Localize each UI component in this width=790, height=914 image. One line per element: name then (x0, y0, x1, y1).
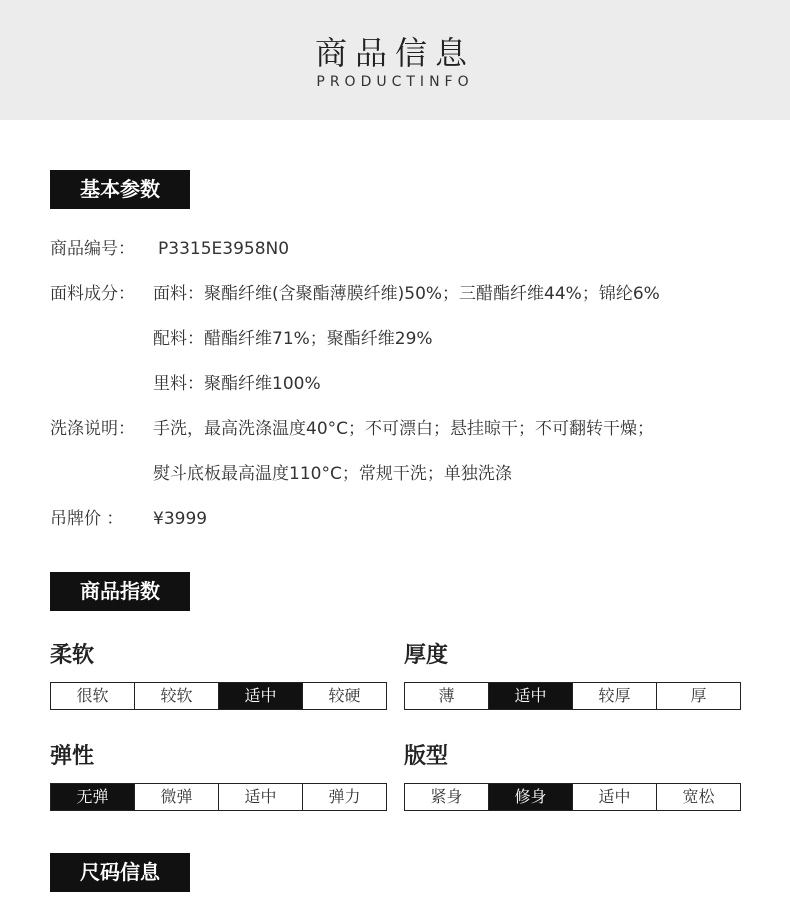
softness-option: 较硬 (302, 683, 386, 709)
softness-scale (50, 682, 387, 710)
fit-option: 紧身 (430, 787, 463, 806)
elasticity-title: 弹性 (50, 744, 95, 769)
section-tag-product-index: 商品指数 (50, 572, 190, 611)
thickness-scale (404, 682, 741, 710)
wash-label: 洗涤说明： (50, 419, 135, 439)
thickness-option: 适中 (488, 683, 572, 709)
thickness-option: 薄 (438, 686, 455, 705)
wash-line-2: 熨斗底板最高温度110°C；常规干洗；单独洗涤 (153, 464, 512, 484)
softness-option: 较软 (134, 683, 218, 709)
wash-row (50, 417, 135, 441)
product-code-label: 商品编号： (50, 239, 135, 259)
section-tag-size-info: 尺码信息 (50, 853, 190, 892)
product-code-row (50, 237, 290, 261)
softness-option: 适中 (218, 683, 302, 709)
fit-scale (404, 783, 741, 811)
fit-option: 宽松 (656, 784, 740, 810)
fit-title: 版型 (404, 744, 449, 769)
elasticity-option: 无弹 (51, 784, 134, 810)
price-label: 吊牌价 ： (50, 509, 124, 529)
fit-option: 适中 (572, 784, 656, 810)
price-row (50, 507, 208, 531)
elasticity-option: 适中 (218, 784, 302, 810)
elasticity-scale (50, 783, 387, 811)
price-value: ¥3999 (153, 509, 208, 529)
thickness-option: 较厚 (572, 683, 656, 709)
fabric-label: 面料成分： (50, 284, 135, 304)
fit-option: 修身 (488, 784, 572, 810)
elasticity-option: 弹力 (302, 784, 386, 810)
section-tag-basic-params: 基本参数 (50, 170, 190, 209)
fabric-line-3: 里料：聚酯纤维100% (153, 374, 321, 394)
page-title: 商品信息 (314, 34, 475, 72)
fabric-row (50, 282, 135, 306)
page-header (0, 0, 790, 120)
thickness-title: 厚度 (404, 643, 449, 668)
thickness-option: 厚 (656, 683, 740, 709)
fabric-line-2: 配料：醋酯纤维71%；聚酯纤维29% (153, 329, 433, 349)
page-subtitle: PRODUCTINFO (316, 74, 474, 90)
product-code-value: P3315E3958N0 (158, 239, 290, 259)
wash-line-1: 手洗，最高洗涤温度40°C；不可漂白；悬挂晾干；不可翻转干燥； (153, 419, 655, 439)
softness-title: 柔软 (50, 643, 95, 668)
fabric-line-1: 面料：聚酯纤维(含聚酯薄膜纤维)50%；三醋酯纤维44%；锦纶6% (153, 284, 660, 304)
softness-option: 很软 (76, 686, 109, 705)
elasticity-option: 微弹 (134, 784, 218, 810)
